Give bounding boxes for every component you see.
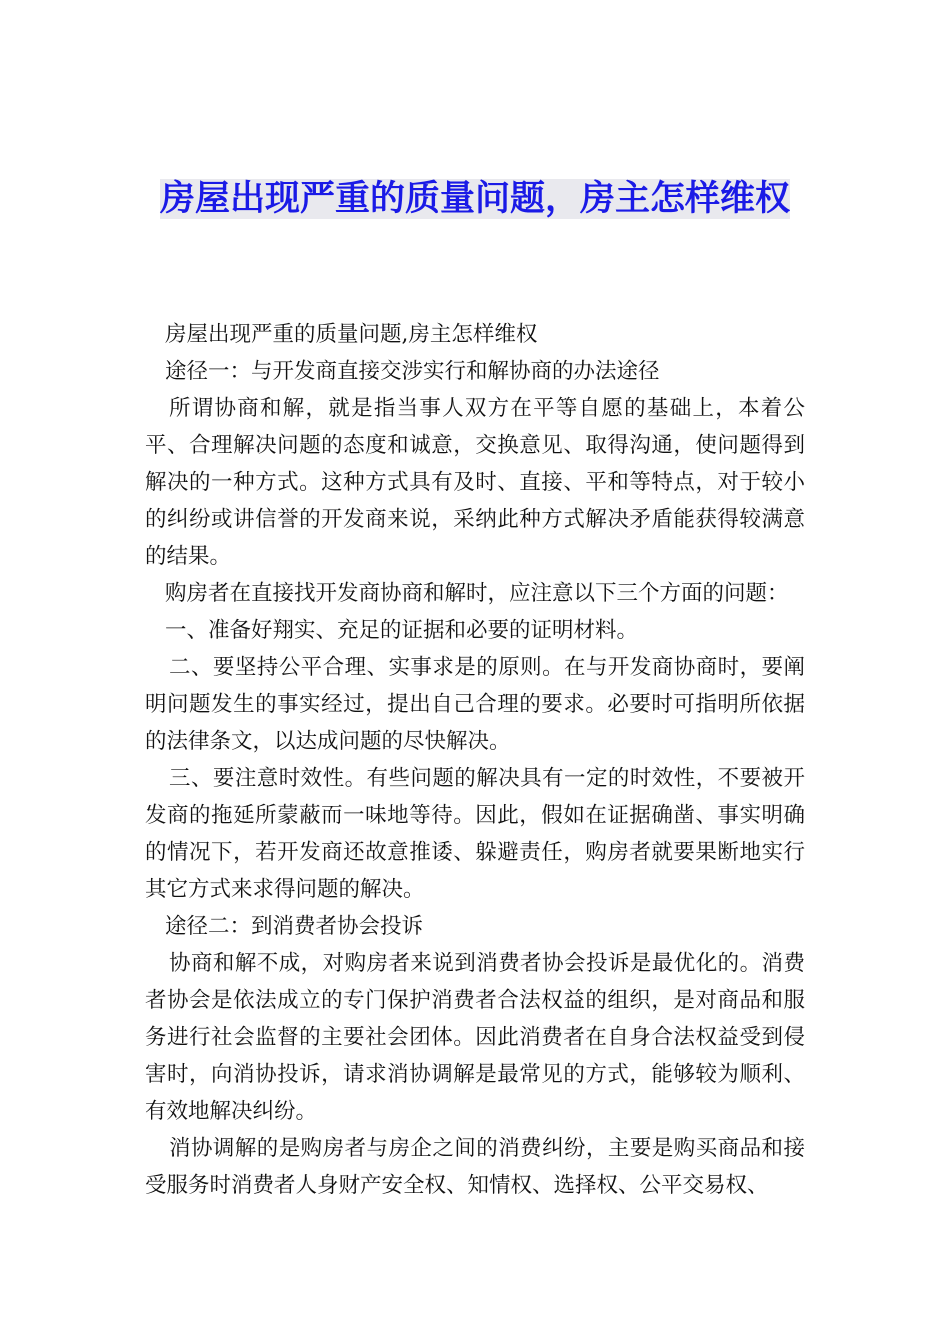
document-title: [140, 172, 810, 227]
paragraph-heading: 房屋出现严重的质量问题,房主怎样维权: [165, 322, 538, 347]
document-body: [145, 316, 805, 1204]
document-title-text: 房屋出现严重的质量问题，房主怎样维权: [159, 179, 790, 219]
paragraph-three-points: 购房者在直接找开发商协商和解时，应注意以下三个方面的问题：: [165, 581, 789, 606]
paragraph-route-two: 途径二：到消费者协会投诉: [165, 914, 424, 939]
paragraph-point-three: 三、要注意时效性。有些问题的解决具有一定的时效性，不要被开发商的拖延所蒙蔽而一味地等待。因此，假如在证据确凿、事实明确的情况下，若开发商还故意推诿、躲避责任，购房者就要果断地实行其它方式来求得问题的解决。: [145, 766, 805, 902]
paragraph-point-one: 一、准备好翔实、充足的证据和必要的证明材料。: [165, 618, 639, 643]
paragraph-point-two: 二、要坚持公平合理、实事求是的原则。在与开发商协商时，要阐明问题发生的事实经过，提出自己合理的要求。必要时可指明所依据的法律条文，以达成问题的尽快解决。: [145, 655, 805, 754]
paragraph-consumer-association: 协商和解不成，对购房者来说到消费者协会投诉是最优化的。消费者协会是依法成立的专门保护消费者合法权益的组织，是对商品和服务进行社会监督的主要社会团体。因此消费者在自身合法权益受到侵害时，向消协投诉，请求消协调解是最常见的方式，能够较为顺利、有效地解决纠纷。: [145, 951, 805, 1124]
paragraph-mediation: 消协调解的是购房者与房企之间的消费纠纷，主要是购买商品和接受服务时消费者人身财产安全权、知情权、选择权、公平交易权、: [145, 1136, 805, 1198]
paragraph-negotiation: 所谓协商和解，就是指当事人双方在平等自愿的基础上，本着公平、合理解决问题的态度和诚意，交换意见、取得沟通，使问题得到解决的一种方式。这种方式具有及时、直接、平和等特点，对于较小的纠纷或讲信誉的开发商来说，采纳此种方式解决矛盾能获得较满意的结果。: [145, 396, 805, 569]
paragraph-route-one: 途径一：与开发商直接交涉实行和解协商的办法途径: [165, 359, 660, 384]
